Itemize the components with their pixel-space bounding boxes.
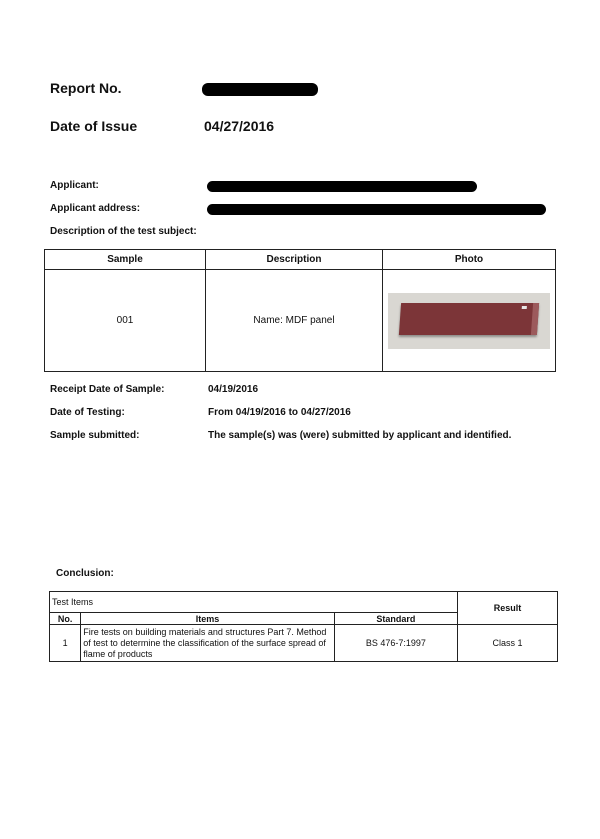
- row-item: Fire tests on building materials and structures Part 7. Method of test to determine the classification of the surface spread of flame of products: [81, 625, 334, 662]
- description-header: Description: [206, 250, 383, 270]
- row-no: 1: [50, 625, 81, 662]
- applicant-address-label: Applicant address:: [50, 203, 141, 214]
- photo-header: Photo: [383, 250, 556, 270]
- receipt-date-value: 04/19/2016: [208, 384, 259, 395]
- items-header: Items: [81, 613, 334, 625]
- date-of-issue-value: 04/27/2016: [204, 118, 275, 134]
- sample-header: Sample: [45, 250, 206, 270]
- row-standard: BS 476-7:1997: [334, 625, 457, 662]
- row-result: Class 1: [457, 625, 557, 662]
- no-header: No.: [50, 613, 81, 625]
- report-no-redaction: [202, 83, 318, 96]
- test-items-label: Test Items: [50, 592, 458, 613]
- applicant-label: Applicant:: [50, 180, 99, 191]
- sample-submitted-label: Sample submitted:: [50, 430, 140, 441]
- testing-date-label: Date of Testing:: [50, 407, 125, 418]
- description-cell: Name: MDF panel: [206, 270, 383, 372]
- applicant-address-redaction: [207, 204, 546, 215]
- description-table: [44, 249, 556, 372]
- date-of-issue-label: Date of Issue: [50, 118, 138, 134]
- description-label: Description of the test subject:: [50, 226, 197, 237]
- sample-cell: 001: [45, 270, 206, 372]
- conclusion-table: [49, 591, 558, 662]
- report-no-label: Report No.: [50, 80, 122, 96]
- photo-cell: [383, 270, 556, 372]
- result-header: Result: [457, 592, 557, 625]
- conclusion-label: Conclusion:: [56, 568, 114, 579]
- receipt-date-label: Receipt Date of Sample:: [50, 384, 165, 395]
- applicant-redaction: [207, 181, 477, 192]
- standard-header: Standard: [334, 613, 457, 625]
- mdf-panel-photo: [388, 293, 550, 349]
- sample-submitted-value: The sample(s) was (were) submitted by applicant and identified.: [208, 430, 512, 441]
- testing-date-value: From 04/19/2016 to 04/27/2016: [208, 407, 351, 418]
